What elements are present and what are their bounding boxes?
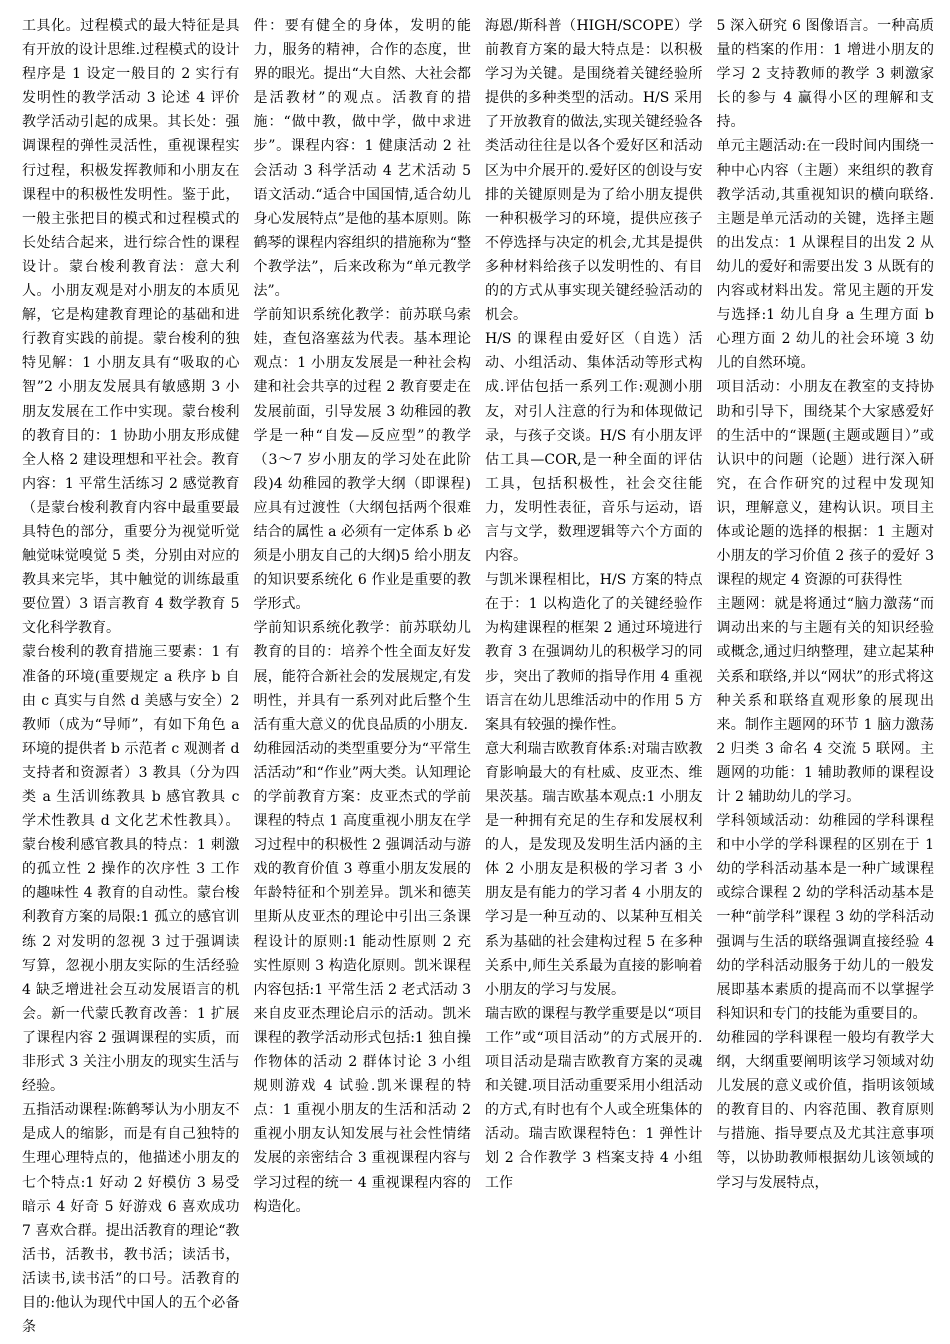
paragraph: 工具化。过程模式的最大特征是具有开放的设计思维.过程模式的设计程序是 1 设定一般目的 2 实行有发明性的教学活动 3 论述 4 评价教学活动引起的成果。其长处：强调课程的弹性灵活性，重视课程实行过程，积极发挥教师和小朋友在课程中的积极性发明性。鉴于此，一般主张把目的模式和过程模式的长处结合起来，进行综合性的课程设计。蒙台梭利教育法：意大利人。小朋友观是对小朋友的本质见解，它是构建教育理论的基础和进行教育实践的前提。蒙台梭利的独特见解：1 小朋友具有“吸取的心智”2 小朋友发展具有敏感期 3 小朋友发展在工作中实现。蒙台梭利的教育目的：1 协助小朋友形成健全人格 2 建设理想和平社会。教育内容：1 平常生活练习 2 感觉教育（是蒙台梭利教育内容中最重要最具特色的部分，重要分为视觉听觉触觉味觉嗅觉 5 类，分别由对应的教具来完毕，其中触觉的训练最重要位置）3 语言教育 4 数学教育 5 文化科学教育。 xyxy=(22,18,240,637)
paragraph: 学科领域活动：幼稚园的学科课程和中小学的学科课程的区别在于 1 幼的学科活动基本是一种广域课程或综合课程 2 幼的学科活动基本是一种“前学科”课程 3 幼的学科活动强调与生活的联络强调直接经验 4 幼的学科活动服务于幼儿的一般发展即基本素质的提高而不以掌握学科知识和专门的技能为重要目的。 xyxy=(716,813,934,1022)
paragraph: 5 深入研究 6 图像语言。一种高质量的档案的作用：1 增进小朋友的学习 2 支持教师的教学 3 刺激家长的参与 4 赢得小区的理解和支持。 xyxy=(716,18,934,131)
paragraph: 幼稚园活动的类型重要分为“平常生活活动”和“作业”两大类。认知理论的学前教育方案：皮亚杰式的学前课程的特点 1 高度重视小朋友在学习过程中的积极性 2 强调活动与游戏的教育价值 3 尊重小朋友发展的年龄特征和个别差异。凯米和德芙里斯从皮亚杰的理论中引出三条课程设计的原则:1 能动性原则 2 充实性原则 3 构造化原则。凯米课程内容包括:1 平常生活 2 老式活动 3 来自皮亚杰理论启示的活动。凯米课程的教学活动形式包括:1 独自操作物体的活动 2 群体讨论 3 小组规则游戏 4 试验.凯米课程的特点：1 重视小朋友的生活和活动 2 重视小朋友认知发展与社会性情绪发展的亲密结合 3 重视课程内容与学习过程的统一 4 重视课程内容的构造化。 xyxy=(253,740,471,1215)
text-column-1 xyxy=(22,14,240,1342)
text-column-3 xyxy=(485,14,703,1342)
paragraph: 意大利瑞吉欧教育体系:对瑞吉欧教育影响最大的有杜威、皮亚杰、维果茨基。瑞吉欧基本观点:1 小朋友是一种拥有充足的生存和发展权利的人，是发现及发明生活内涵的主体 2 小朋友是积极的学习者 3 小朋友是有能力的学习者 4 小朋友的学习是一种互动的、以某种互相关系为基础的社会建构过程 5 在多种关系中,师生关系最为直接的影响着小朋友的学习与发展。 xyxy=(485,740,703,998)
paragraph: 主题网：就是将通过“脑力激荡“而调动出来的与主题有关的知识经验或概念,通过归纳整理，建立起某种关系和联络,并以“网状”的形式将这种关系和联络直观形象的展现出来。制作主题网的环节 1 脑力激荡 2 归类 3 命名 4 交流 5 联网。主题网的功能：1 辅助教师的课程设计 2 辅助幼儿的学习。 xyxy=(716,596,934,805)
paragraph: 五指活动课程:陈鹤琴认为小朋友不是成人的缩影，而是有自己独特的生理心理特点的，他描述小朋友的七个特点:1 好动 2 好模仿 3 易受暗示 4 好奇 5 好游戏 6 喜欢成功 7 喜欢合群。提出活教育的理论“教活书，活教书，教书活；读活书，活读书,读书活”的口号。活教育的目的:他认为现代中国人的五个必备条 xyxy=(22,1102,240,1336)
paragraph: 幼稚园的学科课程一般均有教学大纲，大纲重要阐明该学习领域对幼儿发展的意义或价值，指明该领域的教育目的、内容范围、教育原则与措施、指导要点及尤其注意事项等，以协助教师根据幼儿该领域的学习与发展特点， xyxy=(716,1029,934,1191)
paragraph: H/S 的课程由爱好区（自选）活动、小组活动、集体活动等形式构成.评估包括一系列工作:观测小朋友，对引人注意的行为和体现做记录，与孩子交谈。H/S 有小朋友评估工具—COR,是一种全面的评估工具，包括积极性，社会交往能力，发明性表征，音乐与运动，语言与文学，数理逻辑等六个方面的内容。 xyxy=(485,331,703,565)
paragraph: 项目活动：小朋友在教室的支持协助和引导下，围绕某个大家感爱好的生活中的“课题(主题或题目）”或认识中的问题（论题）进行深入研究，在合作研究的过程中发现知识，理解意义，建构认识。项目主体或论题的选择的根据：1 主题对小朋友的学习价值 2 孩子的爱好 3 课程的规定 4 资源的可获得性 xyxy=(716,379,934,589)
paragraph: 学前知识系统化教学：前苏联幼儿教育的目的：培养个性全面友好发展，能符合新社会的发展规定,有发明性，并具有一系列对此后整个生活有重大意义的优良品质的小朋友. xyxy=(253,620,471,733)
paragraph: 与凯米课程相比，H/S 方案的特点在于：1 以构造化了的关键经验作为构建课程的框架 2 通过环境进行教育 3 在强调幼儿的积极学习的同步，突出了教师的指导作用 4 重视语言在幼儿思维活动中的作用 5 方案具有较强的操作性。 xyxy=(485,572,703,733)
text-column-4 xyxy=(717,14,935,1342)
paragraph: 瑞吉欧的课程与教学重要是以“项目工作”或“项目活动”的方式展开的.项目活动是瑞吉欧教育方案的灵魂和关键.项目活动重要采用小组活动的方式,有时也有个人或全班集体的活动。瑞吉欧课程特色：1 弹性计划 2 合作教学 3 档案支持 4 小组工作 xyxy=(485,1005,703,1191)
paragraph: 单元主题活动:在一段时间内围绕一种中心内容（主题）来组织的教育教学活动,其重视知识的横向联络.主题是单元活动的关键，选择主题的出发点：1 从课程目的出发 2 从幼儿的爱好和需要出发 3 从既有的内容或材料出发。常见主题的开发与选择:1 幼儿自身 a 生理方面 b 心理方面 2 幼儿的社会环境 3 幼儿的自然环境。 xyxy=(716,138,934,372)
paragraph: 件：要有健全的身体，发明的能力，服务的精神，合作的态度，世界的眼光。提出“大自然、大社会都是活教材”的观点。活教育的措施：“做中教，做中学，做中求进步”。课程内容：1 健康活动 2 社会活动 3 科学活动 4 艺术活动 5 语文活动.“适合中国国情,适合幼儿身心发展特点”是他的基本原则。陈鹤琴的课程内容组织的措施称为“整个教学法”，后来改称为“单元教学法”。 xyxy=(253,18,471,300)
paragraph: 海恩/斯科普（HIGH/SCOPE）学前教育方案的最大特点是：以积极学习为关键。是围绕着关键经验所提供的多种类型的活动。H/S 采用了开放教育的做法,实现关键经验各类活动往往是以各个爱好区和活动区为中介展开的.爱好区的创设与安排的关键原则是为了给小朋友提供一种积极学习的环境，提供应孩子不停选择与决定的机会,尤其是提供多种材料给孩子以发明性的、有目的的方式从事实现关键经验活动的机会。 xyxy=(485,18,703,324)
paragraph: 蒙台梭利的教育措施三要素：1 有准备的环境(重要规定 a 秩序 b 自由 c 真实与自然 d 美感与安全）2 教师（成为“导师”，有如下角色 a 环境的提供者 b 示范者 c 观测者 d 支持者和资源者）3 教具（分为四类 a 生活训练教具 b 感官教具 c 学术性教具 d 文化艺术性教具）。蒙台梭利感官教具的特点：1 刺激的孤立性 2 操作的次序性 3 工作的趣味性 4 教育的自动性。蒙台梭利教育方案的局限:1 孤立的感官训练 2 对发明的忽视 3 过于强调读写算，忽视小朋友实际的生活经验 4 缺乏增进社会互动发展语言的机会。新一代蒙氏教育改善：1 扩展了课程内容 2 强调课程的实质，而非形式 3 关注小朋友的现实生活与经验。 xyxy=(22,644,240,1095)
paragraph: 学前知识系统化教学：前苏联乌索娃，查包洛塞兹为代表。基本理论观点：1 小朋友发展是一种社会构建和社会共享的过程 2 教育要走在发展前面，引导发展 3 幼稚园的教学是一种“自发—反应型”的教学（3～7 岁小朋友的学习处在此阶段)4 幼稚园的教学大纲（即课程)应具有过渡性（大纲包括两个很难结合的属性 a 必须有一定体系 b 必须是小朋友自己的大纲)5 给小朋友的知识要系统化 6 作业是重要的教学形式。 xyxy=(253,307,471,613)
text-column-2 xyxy=(254,14,472,1342)
